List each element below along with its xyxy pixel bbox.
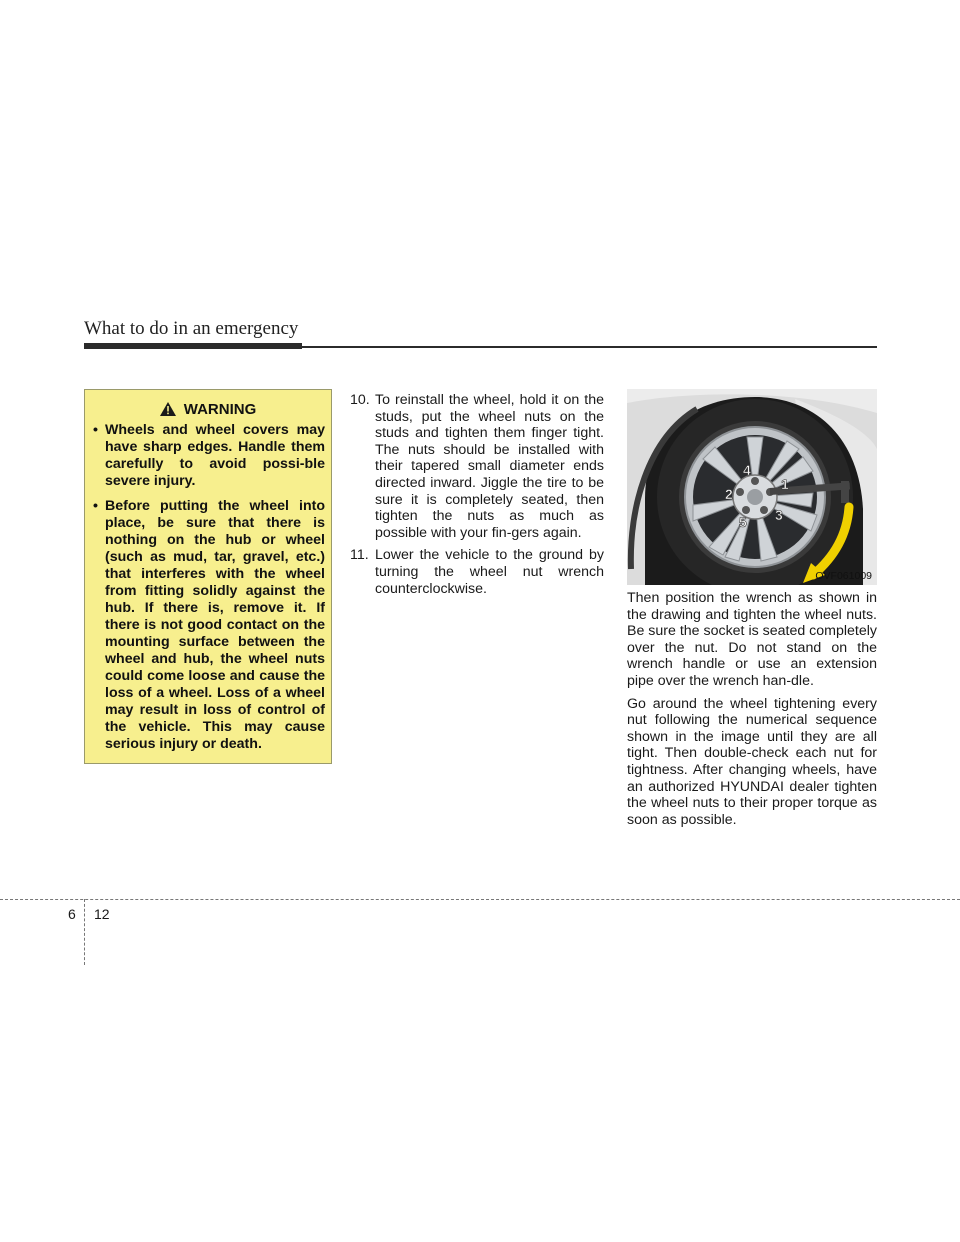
nut-label-3: 3 <box>775 507 783 523</box>
step-item <box>350 392 604 541</box>
warning-item: • Wheels and wheel covers may have sharp edges. Handle them carefully to avoid possi-ble severe injury. <box>93 422 325 489</box>
wheel-tightening-figure <box>627 389 877 585</box>
bullet: • <box>93 498 98 514</box>
warning-item: • Before putting the wheel into place, be sure that there is nothing on the hub or wheel (such as mud, tar, gravel, etc.) that interferes with the wheel from fitting solidly against the hub. If there is, remove it. If there is not good contact on the mounting surface between the wheel and hub, the wheel nuts could come loose and cause the loss of a wheel. Loss of a wheel may result in loss of control of the vehicle. This may cause serious injury or death. <box>93 498 325 752</box>
paragraph: Go around the wheel tightening every nut following the numerical sequence shown in the image until they are all tight. Then double-check each nut for tightness. After changing wheels, have an authorized HYUNDAI dealer tighten the wheel nuts to their proper torque as soon as possible. <box>627 695 877 828</box>
step-item <box>350 547 604 597</box>
header-accent-bar <box>84 343 302 349</box>
nut-label-4: 4 <box>743 462 751 478</box>
instruction-steps <box>350 392 604 603</box>
step-text: To reinstall the wheel, hold it on the studs, put the wheel nuts on the studs and tighten them finger tight. The nuts should be installed with their tapered small diameter ends directed inward. Jiggle the tire to be sure it is completely seated, then tighten the nuts as much as possible with your fin-gers again. <box>375 392 604 541</box>
step-number: 11. <box>350 547 369 564</box>
page-number: 12 <box>94 906 110 922</box>
figure-caption: OVF061009 <box>815 570 872 582</box>
warning-title: WARNING <box>183 401 257 418</box>
footer-dashed-rule <box>0 899 960 900</box>
bullet: • <box>93 422 98 438</box>
warning-heading <box>85 401 331 420</box>
nut-label-1: 1 <box>781 476 789 492</box>
nut-label-5: 5 <box>739 514 747 530</box>
warning-triangle-icon <box>160 402 176 420</box>
warning-box <box>84 389 332 764</box>
nut-label-2: 2 <box>725 486 733 502</box>
wheel-illustration <box>627 389 877 585</box>
step-number: 10. <box>350 392 370 408</box>
warning-list <box>93 422 325 761</box>
chapter-number: 6 <box>68 906 76 922</box>
paragraph: Then position the wrench as shown in the drawing and tighten the wheel nuts. Be sure the socket is seated completely over the nut. Do not stand on the wrench handle or use an extension pipe over the wrench han-dle. <box>627 590 877 689</box>
footer-dashed-divider <box>84 899 85 965</box>
section-title: What to do in an emergency <box>84 318 299 339</box>
right-column-text <box>627 590 877 834</box>
step-text: Lower the vehicle to the ground by turning the wheel nut wrench counterclockwise. <box>375 547 604 597</box>
